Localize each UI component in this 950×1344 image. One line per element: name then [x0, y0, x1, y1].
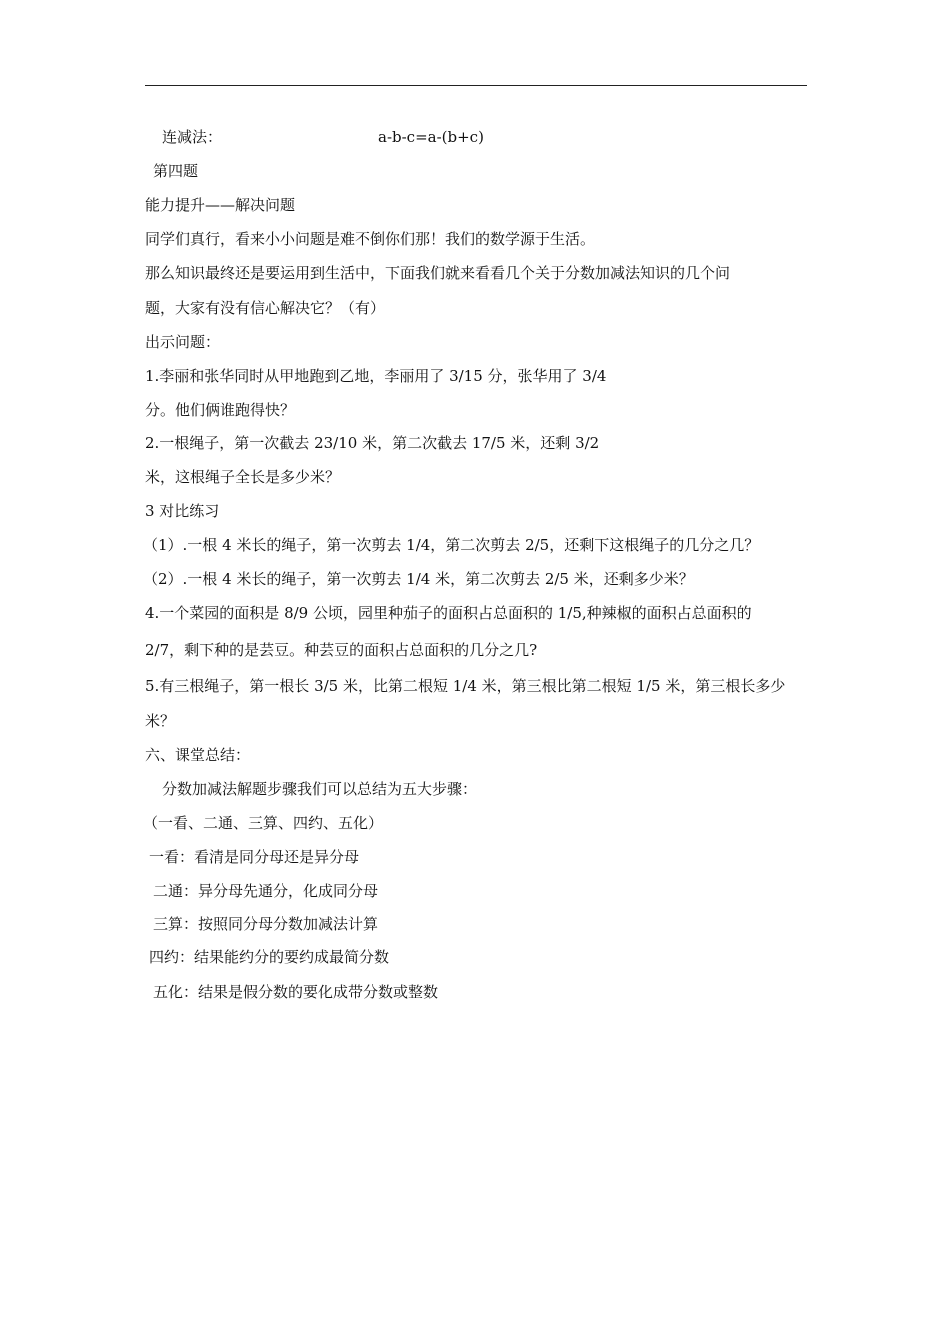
section-title: 第四题	[153, 162, 199, 180]
problem-3-part-1: （1）.一根 4 米长的绳子，第一次剪去 1/4，第二次剪去 2/5，还剩下这根绳子的几分之几？	[143, 536, 760, 554]
problem-2-line-1: 2.一根绳子，第一次截去 23/10 米，第二次截去 17/5 米，还剩 3/2	[145, 434, 600, 452]
intro-line-2: 那么知识最终还是要运用到生活中，下面我们就来看看几个关于分数加减法知识的几个问	[145, 264, 731, 282]
formula-text: a-b-c=a-(b+c)	[378, 128, 484, 146]
problem-1-line-1: 1.李丽和张华同时从甲地跑到乙地，李丽用了 3/15 分，张华用了 3/4	[145, 367, 607, 385]
header-rule	[145, 85, 807, 86]
intro-line-1: 同学们真行，看来小小问题是难不倒你们那！我们的数学源于生活。	[145, 230, 596, 248]
problem-3-part-2: （2）.一根 4 米长的绳子，第一次剪去 1/4 米，第二次剪去 2/5 米，还剩多少米？	[143, 570, 694, 588]
problem-2-line-2: 米，这根绳子全长是多少米？	[145, 468, 341, 486]
summary-intro: 分数加减法解题步骤我们可以总结为五大步骤：	[162, 780, 478, 798]
problem-4-line-1: 4.一个菜园的面积是 8/9 公顷，园里种茄子的面积占总面积的 1/5,种辣椒的面积占总面积的	[145, 604, 752, 622]
formula-label: 连减法：	[162, 128, 223, 146]
summary-step-2: 二通：异分母先通分，化成同分母	[153, 882, 379, 900]
summary-title: 六、课堂总结：	[145, 746, 251, 764]
summary-step-1: 一看：看清是同分母还是异分母	[149, 848, 360, 866]
summary-steps-header: （一看、二通、三算、四约、五化）	[143, 814, 384, 832]
problem-1-line-2: 分。他们俩谁跑得快？	[145, 401, 296, 419]
problem-4-line-2: 2/7，剩下种的是芸豆。种芸豆的面积占总面积的几分之几?	[145, 641, 538, 659]
problem-3-title: 3 对比练习	[145, 502, 220, 520]
problem-5-line-1: 5.有三根绳子，第一根长 3/5 米，比第二根短 1/4 米，第三根比第二根短 1/5 米，第三根长多少	[145, 677, 786, 695]
problem-5-line-2: 米？	[145, 712, 176, 730]
summary-step-3: 三算：按照同分母分数加减法计算	[153, 915, 379, 933]
summary-step-5: 五化：结果是假分数的要化成带分数或整数	[153, 983, 439, 1001]
summary-step-4: 四约：结果能约分的要约成最简分数	[149, 948, 390, 966]
subtitle: 能力提升——解决问题	[145, 196, 296, 214]
intro-line-3: 题，大家有没有信心解决它？（有）	[145, 299, 386, 317]
intro-line-4: 出示问题：	[145, 333, 221, 351]
